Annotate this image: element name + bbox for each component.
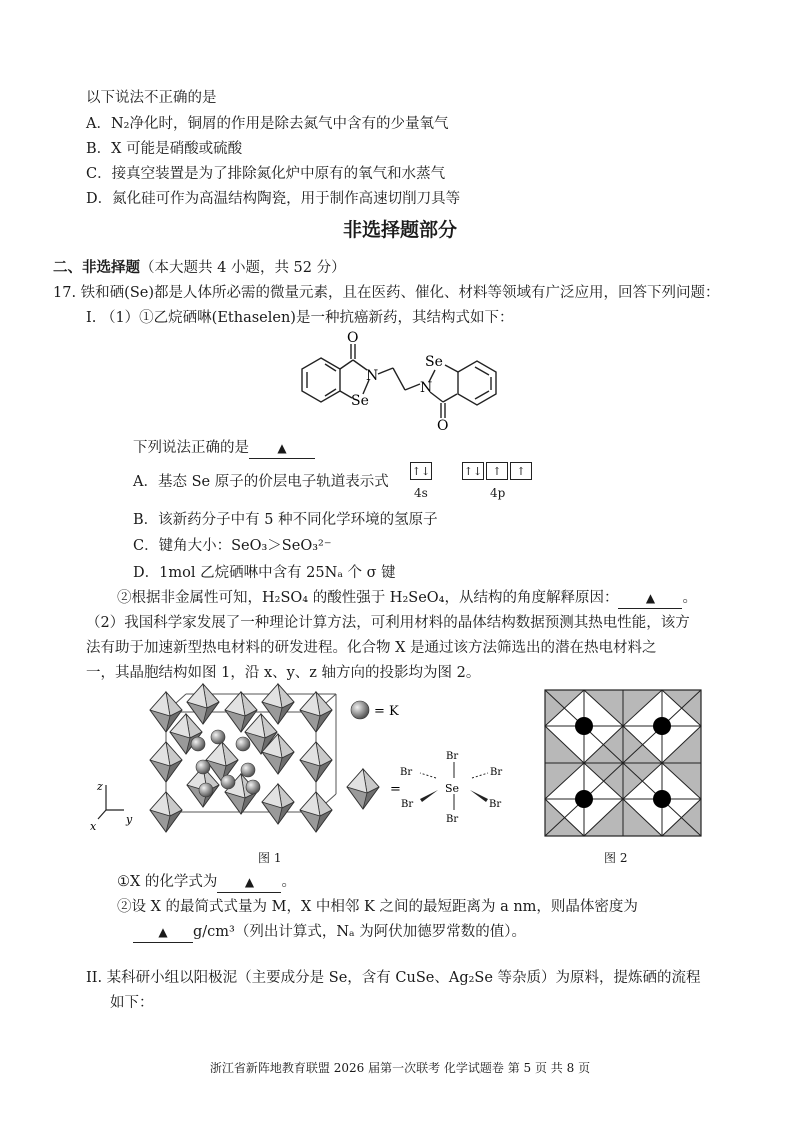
axis-x-label: x — [90, 820, 97, 833]
o-atom-right: O — [437, 418, 449, 434]
which-correct: 下列说法正确的是 — [133, 440, 249, 456]
orbital-4s-label: 4s — [414, 486, 428, 500]
br-bottom: Br — [446, 814, 459, 825]
legend-octahedron — [347, 769, 379, 809]
blank-marker: ▲ — [277, 441, 287, 455]
opt-b-line: B．该新药分子中有 5 种不同化学环境的氢原子 — [133, 512, 438, 528]
q1-2-text: ②根据非金属性可知，H₂SO₄ 的酸性强于 H₂SeO₄，从结构的角度解释原因： — [117, 590, 619, 606]
figure-1-caption: 图 1 — [258, 851, 282, 865]
page-footer: 浙江省新阵地教育联盟 2026 届第一次联考 化学试题卷 第 5 页 共 8 页 — [209, 1061, 591, 1075]
part2-heading: 二、非选择题 — [53, 259, 140, 276]
legend-equals: = — [390, 782, 401, 797]
se-atom-right: Se — [425, 354, 443, 370]
sub2-answer-line — [133, 922, 526, 943]
part2-header — [53, 258, 346, 278]
q1-2-line: ②根据非金属性可知，H₂SO₄ 的酸性强于 H₂SeO₄，从结构的角度解释原因： ▲ 。 — [117, 588, 697, 609]
figure-1-crystal-cell — [88, 682, 538, 842]
opt-c-line: C．键角大小：SeO₃＞SeO₃²⁻ — [133, 538, 332, 554]
se-atom-left: Se — [351, 393, 369, 409]
blank-marker: ▲ — [244, 875, 255, 889]
br-left-bottom: Br — [401, 799, 414, 810]
ethaselen-structure — [285, 330, 535, 434]
which-correct-line — [133, 438, 315, 459]
q2-line-3: 一，其晶胞结构如图 1，沿 x、y、z 轴方向的投影均为图 2。 — [86, 665, 481, 681]
answer-blank-1[interactable] — [249, 438, 315, 459]
axis-z-label: z — [97, 780, 103, 793]
sebr6-center: Se — [445, 782, 460, 795]
blank-marker: ▲ — [158, 925, 168, 939]
part-ii-line-2: 如下： — [110, 995, 154, 1011]
sebr6-diagram — [400, 751, 502, 825]
section-title: 非选择题部分 — [342, 219, 457, 241]
opt-d-line: D．1mol 乙烷硒啉中含有 25Nₐ 个 σ 键 — [133, 565, 396, 581]
q17-part1: I. （1）①乙烷硒啉(Ethaselen)是一种抗癌新药，其结构式如下： — [86, 310, 514, 326]
br-left-top: Br — [400, 767, 413, 778]
legend-k-ball — [351, 701, 369, 719]
o-atom-left: O — [347, 330, 359, 346]
n-atom-left: N — [366, 368, 379, 384]
orbital-4s-box: ↑↓ — [410, 462, 432, 480]
orbital-4p-box-1: ↑↓ — [462, 462, 484, 480]
axis-y-label: y — [126, 813, 133, 826]
q17-stem: 17. 铁和硒(Se)都是人体所必需的微量元素，且在医药、催化、材料等领域有广泛应用，回答下列问题： — [53, 285, 720, 301]
blank-marker: ▲ — [645, 591, 656, 605]
sub2-line: ②设 X 的最简式式量为 M，X 中相邻 K 之间的最短距离为 a nm，则晶体密度为 — [117, 899, 638, 915]
intro-line: 以下说法不正确的是 — [86, 90, 217, 106]
part2-note: （本大题共 4 小题，共 52 分） — [140, 260, 346, 276]
figure-2-caption: 图 2 — [604, 851, 628, 865]
br-right-top: Br — [490, 767, 503, 778]
orbital-4p-box-2: ↑ — [486, 462, 508, 480]
part-ii-line-1: II. 某科研小组以阳极泥（主要成分是 Se，含有 CuSe、Ag₂Se 等杂质）为原料，提炼硒的流程 — [86, 970, 701, 986]
sub1-line: ①X 的化学式为 ▲ 。 — [117, 872, 296, 893]
br-top: Br — [446, 751, 459, 762]
option-b: B．X 可能是硝酸或硫酸 — [86, 141, 243, 157]
n-atom-right: N — [420, 380, 433, 396]
sub2-unit: g/cm³（列出计算式，Nₐ 为阿伏加德罗常数的值）。 — [193, 924, 526, 940]
opt-a-line: A．基态 Se 原子的价层电子轨道表示式 — [133, 474, 389, 490]
sub1-text: ①X 的化学式为 — [117, 874, 218, 890]
option-c: C．接真空装置是为了排除氮化炉中原有的氧气和水蒸气 — [86, 166, 446, 182]
orbital-4p-label: 4p — [490, 486, 506, 500]
q2-line-2: 法有助于加速新型热电材料的研发进程。化合物 X 是通过该方法筛选出的潜在热电材料之 — [86, 640, 657, 656]
answer-blank-4[interactable] — [133, 922, 193, 943]
answer-blank-2[interactable] — [618, 588, 682, 609]
br-right-bottom: Br — [489, 799, 502, 810]
figure-2-projection — [543, 688, 703, 838]
option-a: A．N₂净化时，铜屑的作用是除去氮气中含有的少量氧气 — [86, 116, 449, 132]
octahedra-group — [150, 684, 332, 832]
legend-k-text: = K — [374, 704, 399, 719]
q2-line-1: （2）我国科学家发展了一种理论计算方法，可利用材料的晶体结构数据预测其热电性能，该方 — [86, 615, 690, 631]
answer-blank-3[interactable] — [217, 872, 281, 893]
orbital-4p-box-3: ↑ — [510, 462, 532, 480]
option-d: D．氮化硅可作为高温结构陶瓷，用于制作高速切削刀具等 — [86, 191, 461, 207]
